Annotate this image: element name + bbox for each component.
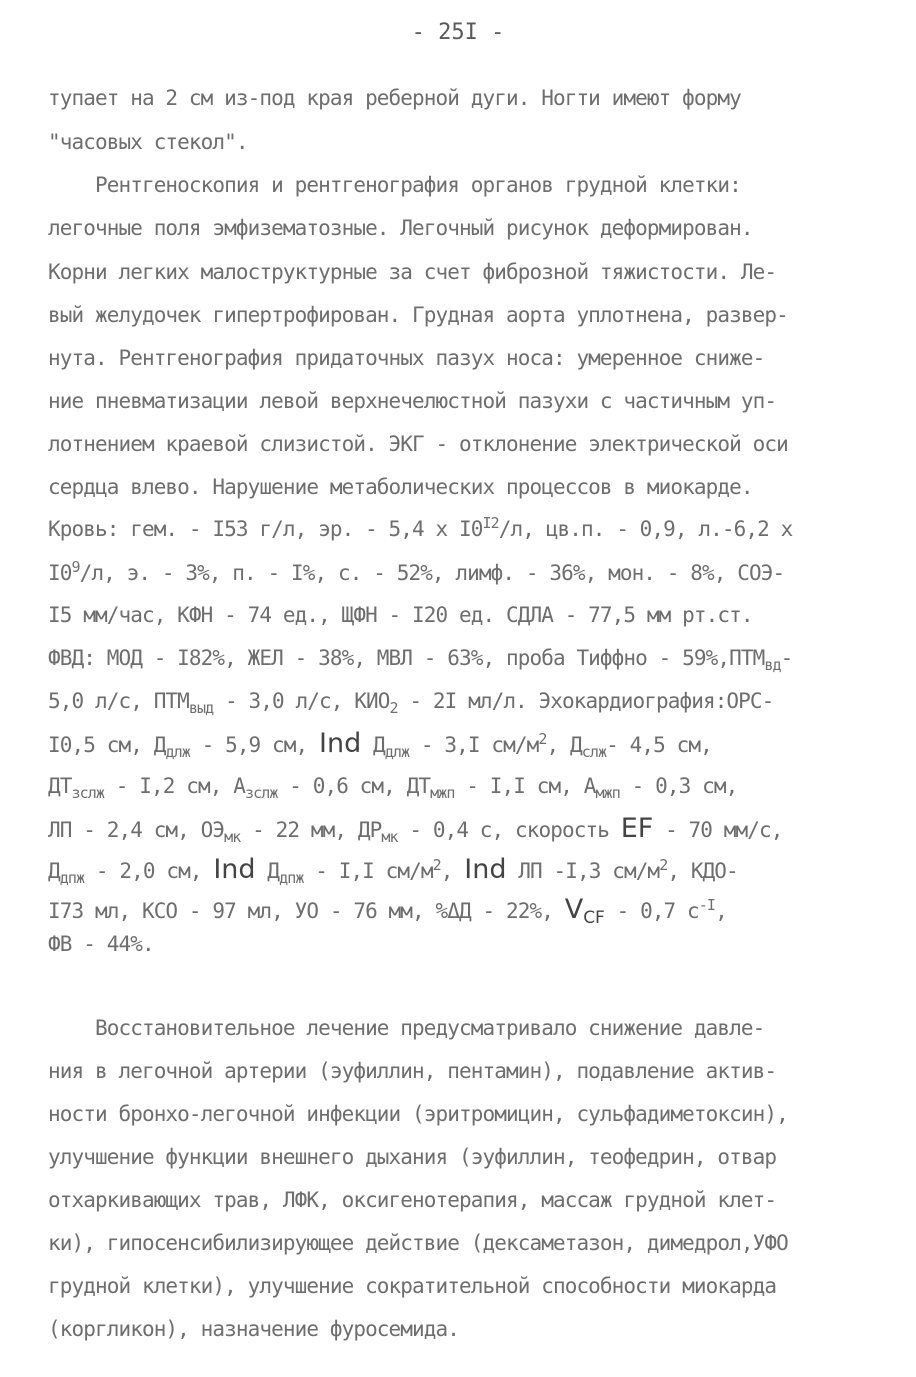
- text-line: вый желудочек гипертрофирован. Грудная аорта уплотнена, развер-: [48, 303, 788, 327]
- text-line: (коргликон), назначение фуросемида.: [48, 1317, 460, 1341]
- text-line: отхаркивающих трав, ЛФК, оксигенотерапия, массаж грудной клет-: [48, 1188, 777, 1212]
- text-line: улучшение функции внешнего дыхания (эуфиллин, теофедрин, отвар: [48, 1145, 777, 1169]
- text-line: ЛП - 2,4 см, $ОЭ_{мк} - 22$ мм, $ДР_{мк} - 0,4$ с, скорость EF - 70 мм/с,: [48, 813, 783, 847]
- text-line: Кровь: гем. - I53 г/л, эр. - 5,4 х $I0^{I2}/л$, цв.п. - 0,9, л.-6,2 х: [48, 514, 793, 541]
- text-line: легочные поля эмфизематозные. Легочный рисунок деформирован.: [48, 216, 753, 240]
- text-line: ФВ - 44%.: [48, 932, 154, 956]
- text-line: ФВД: МОД - I82%, ЖЕЛ - 38%, МВЛ - 63%, проба Тиффно - $59\%,ПТМ_{вд}-$: [48, 646, 793, 675]
- text-line: Восстановительное лечение предусматривало снижение давле-: [48, 1016, 765, 1040]
- page-number: - 25I -: [411, 20, 505, 45]
- handwritten-label: Ind: [464, 854, 507, 885]
- text-line: I0,5 см, $Д_{длж} - 5,9$ см, Ind $Д_{длж} - 3,I$ $см/м^2$, $Д_{слж}-$ 4,5 см,: [48, 728, 712, 762]
- text-line: нута. Рентгенография придаточных пазух носа: умеренное сниже-: [48, 346, 765, 370]
- handwritten-label: Ind: [213, 854, 256, 885]
- text-line: ности бронхо-легочной инфекции (эритромицин, сульфадиметоксин),: [48, 1102, 788, 1126]
- text-line: сердца влево. Нарушение метаболических процессов в миокарде.: [48, 475, 753, 499]
- text-line: грудной клетки), улучшение сократительной способности миокарда: [48, 1274, 777, 1298]
- handwritten-label: Ind: [319, 728, 362, 759]
- text-line: "часовых стекол".: [48, 130, 248, 154]
- text-line: ние пневматизации левой верхнечелюстной пазухи с частичным уп-: [48, 389, 777, 413]
- text-line: ки), гипосенсибилизирующее действие (дексаметазон, димедрол,УФО: [48, 1231, 788, 1255]
- handwritten-label: EF: [620, 813, 654, 844]
- text-line: $ДТ_{зслж} - I,2$ см, $А_{зслж} - 0,6$ см, $ДТ_{мжп} - I,I$ см, $А_{мжп} - 0,3$ см,: [48, 774, 738, 803]
- text-line: лотнением краевой слизистой. ЭКГ - отклонение электрической оси: [48, 432, 788, 456]
- text-line: ния в легочной артерии (эуфиллин, пентамин), подавление актив-: [48, 1059, 777, 1083]
- text-line: тупает на 2 см из-под края реберной дуги. Ногти имеют форму: [48, 86, 741, 110]
- text-line: 5,0 л/с, $ПТМ_{выд} - 3,0$ л/с, $КИО_2 - 2I$ мл/л. Эхокардиография:ОРС-: [48, 689, 774, 718]
- text-line: Рентгеноскопия и рентгенография органов грудной клетки:: [48, 173, 741, 197]
- text-line: Корни легких малоструктурные за счет фиброзной тяжистости. Ле-: [48, 260, 777, 284]
- text-line: I5 мм/час, КФН - 74 ед., ЩФН - I20 ед. СДЛА - 77,5 мм рт.ст.: [48, 603, 753, 627]
- text-line: $Д_{дпж} - 2,0$ см, Ind $Д_{дпж} - I,I$ $см/м^2$, Ind ЛП -I,3 $см/м^2$, КДО-: [48, 854, 738, 888]
- text-line: I73 мл, КСО - 97 мл, УО - 76 мм, %ΔД - 22%, $V_{CF} - 0,7$ $с^{-I}$,: [48, 894, 727, 929]
- handwritten-label: V: [564, 894, 584, 925]
- text-line: $I0^9/л$, э. - 3%, п. - I%, с. - 52%, лимф. - 36%, мон. - 8%, СОЭ-: [48, 558, 785, 585]
